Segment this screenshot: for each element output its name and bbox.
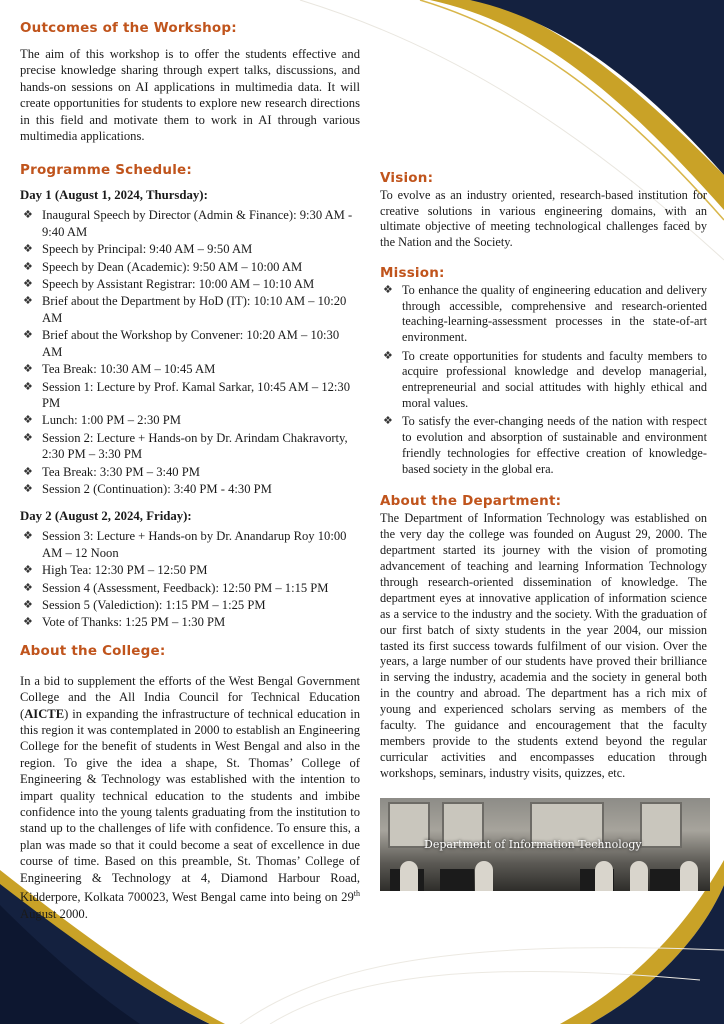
mission-list [380,283,707,477]
photo-student [475,861,493,891]
list-item: ❖ To create opportunities for students and faculty members to acquire professional knowledge and develop managerial, entrepreneurial and social attitudes with highly ethical and moral values. [383,348,707,410]
photo-student [595,861,613,891]
right-column [380,170,707,891]
vision-text: To evolve as an industry oriented, research-based institution for creative solutions in various engineering domains, with an ultimate objective of meeting technological challenges faced by the Nation and the Society. [380,188,707,250]
diamond-dots-icon: ❖ [23,329,33,342]
day1-schedule-list [20,207,360,497]
diamond-dots-icon: ❖ [23,465,33,478]
list-item: ❖ Speech by Dean (Academic): 9:50 AM – 10:00 AM [23,259,303,274]
diamond-dots-icon: ❖ [23,482,33,495]
department-text: The Department of Information Technology was established on the very day the college was founded on August 29, 2000. The department started its journey with the vision of promoting advancement of teaching and learning Information Technology through research-oriented dissemination of knowledge. The department eyes at innovative application of information science as a service to the industry and the society. With the graduation of our first batch of sixty students in the year 2004, our mission tasted its first success towards fulfilment of our vision. Over the years, a large number of our students have proved their brilliance in serving the industry, academia and the society in general both in the country and abroad. The department has a rich mix of young and experienced scholars serving as members of the faculty. The guidance and encouragement that the faculty members provide to the students extend beyond the regular curricular activities and encompasses education through workshops, seminars, industry visits, quizzes, etc. [380,511,707,780]
college-heading: About the College: [20,642,166,659]
photo-student [400,861,418,891]
mission-heading: Mission: [380,264,445,281]
list-item: ❖ Session 1: Lecture by Prof. Kamal Sarkar, 10:45 AM – 12:30 PM [23,379,350,410]
diamond-dots-icon: ❖ [383,415,393,428]
diamond-dots-icon: ❖ [23,581,33,594]
diamond-dots-icon: ❖ [23,295,33,308]
outcomes-text: The aim of this workshop is to offer the students effective and precise knowledge sharing through expert talks, discussions, and hands-on sessions on AI applications in multimedia data. It will create opportunities for students to explore new research directions in this field and motivate them to work in AI through various multimedia applications. [20,47,360,144]
schedule-heading: Programme Schedule: [20,162,192,179]
list-item: ❖ Speech by Assistant Registrar: 10:00 AM – 10:10 AM [23,277,315,292]
diamond-dots-icon: ❖ [383,283,393,296]
diamond-dots-icon: ❖ [23,564,33,577]
diamond-dots-icon: ❖ [23,209,33,222]
list-item: ❖ Brief about the Workshop by Convener: 10:20 AM – 10:30 AM [23,328,340,359]
list-item: ❖ Session 5 (Valediction): 1:15 PM – 1:25 PM [23,597,266,612]
list-item: ❖ Session 3: Lecture + Hands-on by Dr. Anandarup Roy 10:00 AM – 12 Noon [23,529,347,560]
diamond-dots-icon: ❖ [23,243,33,256]
diamond-dots-icon: ❖ [23,414,33,427]
vision-heading: Vision: [380,170,434,186]
list-item: ❖ Session 4 (Assessment, Feedback): 12:50 PM – 1:15 PM [23,580,329,595]
list-item: ❖ Vote of Thanks: 1:25 PM – 1:30 PM [23,615,226,630]
list-item: ❖ Brief about the Department by HoD (IT): 10:10 AM – 10:20 AM [23,294,347,325]
list-item: ❖ To enhance the quality of engineering education and delivery through accessible, comprehensive and research-oriented teaching-learning-assessment processes in the state-of-art environment. [383,282,707,344]
photo-student [630,861,648,891]
diamond-dots-icon: ❖ [23,380,33,393]
photo-computer [650,869,684,891]
list-item: ❖ Session 2 (Continuation): 3:40 PM - 4:30 PM [23,481,272,496]
list-item: ❖ To satisfy the ever-changing needs of the nation with respect to evolution and absorption of sustainable and environment friendly technologies for effective creation of knowledge-based society in the global era. [383,414,707,476]
photo-computer [440,869,474,891]
photo-window [640,802,682,848]
list-item: ❖ Session 2: Lecture + Hands-on by Dr. Arindam Chakravorty, 2:30 PM – 3:30 PM [23,430,348,462]
aicte-abbreviation: AICTE [24,706,65,721]
diamond-dots-icon: ❖ [23,260,33,273]
diamond-dots-icon: ❖ [23,616,33,629]
list-item: ❖ Speech by Principal: 9:40 AM – 9:50 AM [23,242,253,257]
list-item: ❖ Inaugural Speech by Director (Admin & Finance): 9:30 AM - 9:40 AM [23,208,353,239]
photo-student [680,861,698,891]
diamond-dots-icon: ❖ [23,530,33,543]
outcomes-heading: Outcomes of the Workshop: [20,20,237,36]
list-item: ❖ High Tea: 12:30 PM – 12:50 PM [23,563,208,578]
diamond-dots-icon: ❖ [383,349,393,362]
day2-title: Day 2 (August 2, 2024, Friday): [20,509,192,524]
day2-schedule-list [20,528,360,630]
diamond-dots-icon: ❖ [23,278,33,291]
diamond-dots-icon: ❖ [23,431,33,444]
list-item: ❖ Tea Break: 3:30 PM – 3:40 PM [23,464,200,479]
department-heading: About the Department: [380,493,562,510]
list-item: ❖ Lunch: 1:00 PM – 2:30 PM [23,413,181,428]
department-photo [380,798,710,891]
list-item: ❖ Tea Break: 10:30 AM – 10:45 AM [23,362,216,377]
college-text: In a bid to supplement the efforts of the West Bengal Government College and the All India Council for Technical Education (AICTE) in expanding the infrastructure of technical education in this region it was contemplated in 2000 to establish an Engineering College for the benefit of students in West Bengal and also in the region. To give the idea a shape, St. Thomas’ College of Engineering & Technology was established with the intention to impart quality technical education to the students and imbibe confidence into the young talents graduating from the institution to stand up to the challenges of life with confidence. To ensure this, a plan was made so that it could become a seat of excellence in due course of time. Based on this preamble, St. Thomas’ College of Engineering & Technology at 4, Diamond Harbour Road, Kidderpore, Kolkata 700023, West Bengal came into being on 29th August 2000. [20,673,360,921]
left-column [20,20,360,922]
diamond-dots-icon: ❖ [23,598,33,611]
diamond-dots-icon: ❖ [23,363,33,376]
day1-title: Day 1 (August 1, 2024, Thursday): [20,188,208,203]
photo-caption: Department of Information Technology [424,837,642,851]
